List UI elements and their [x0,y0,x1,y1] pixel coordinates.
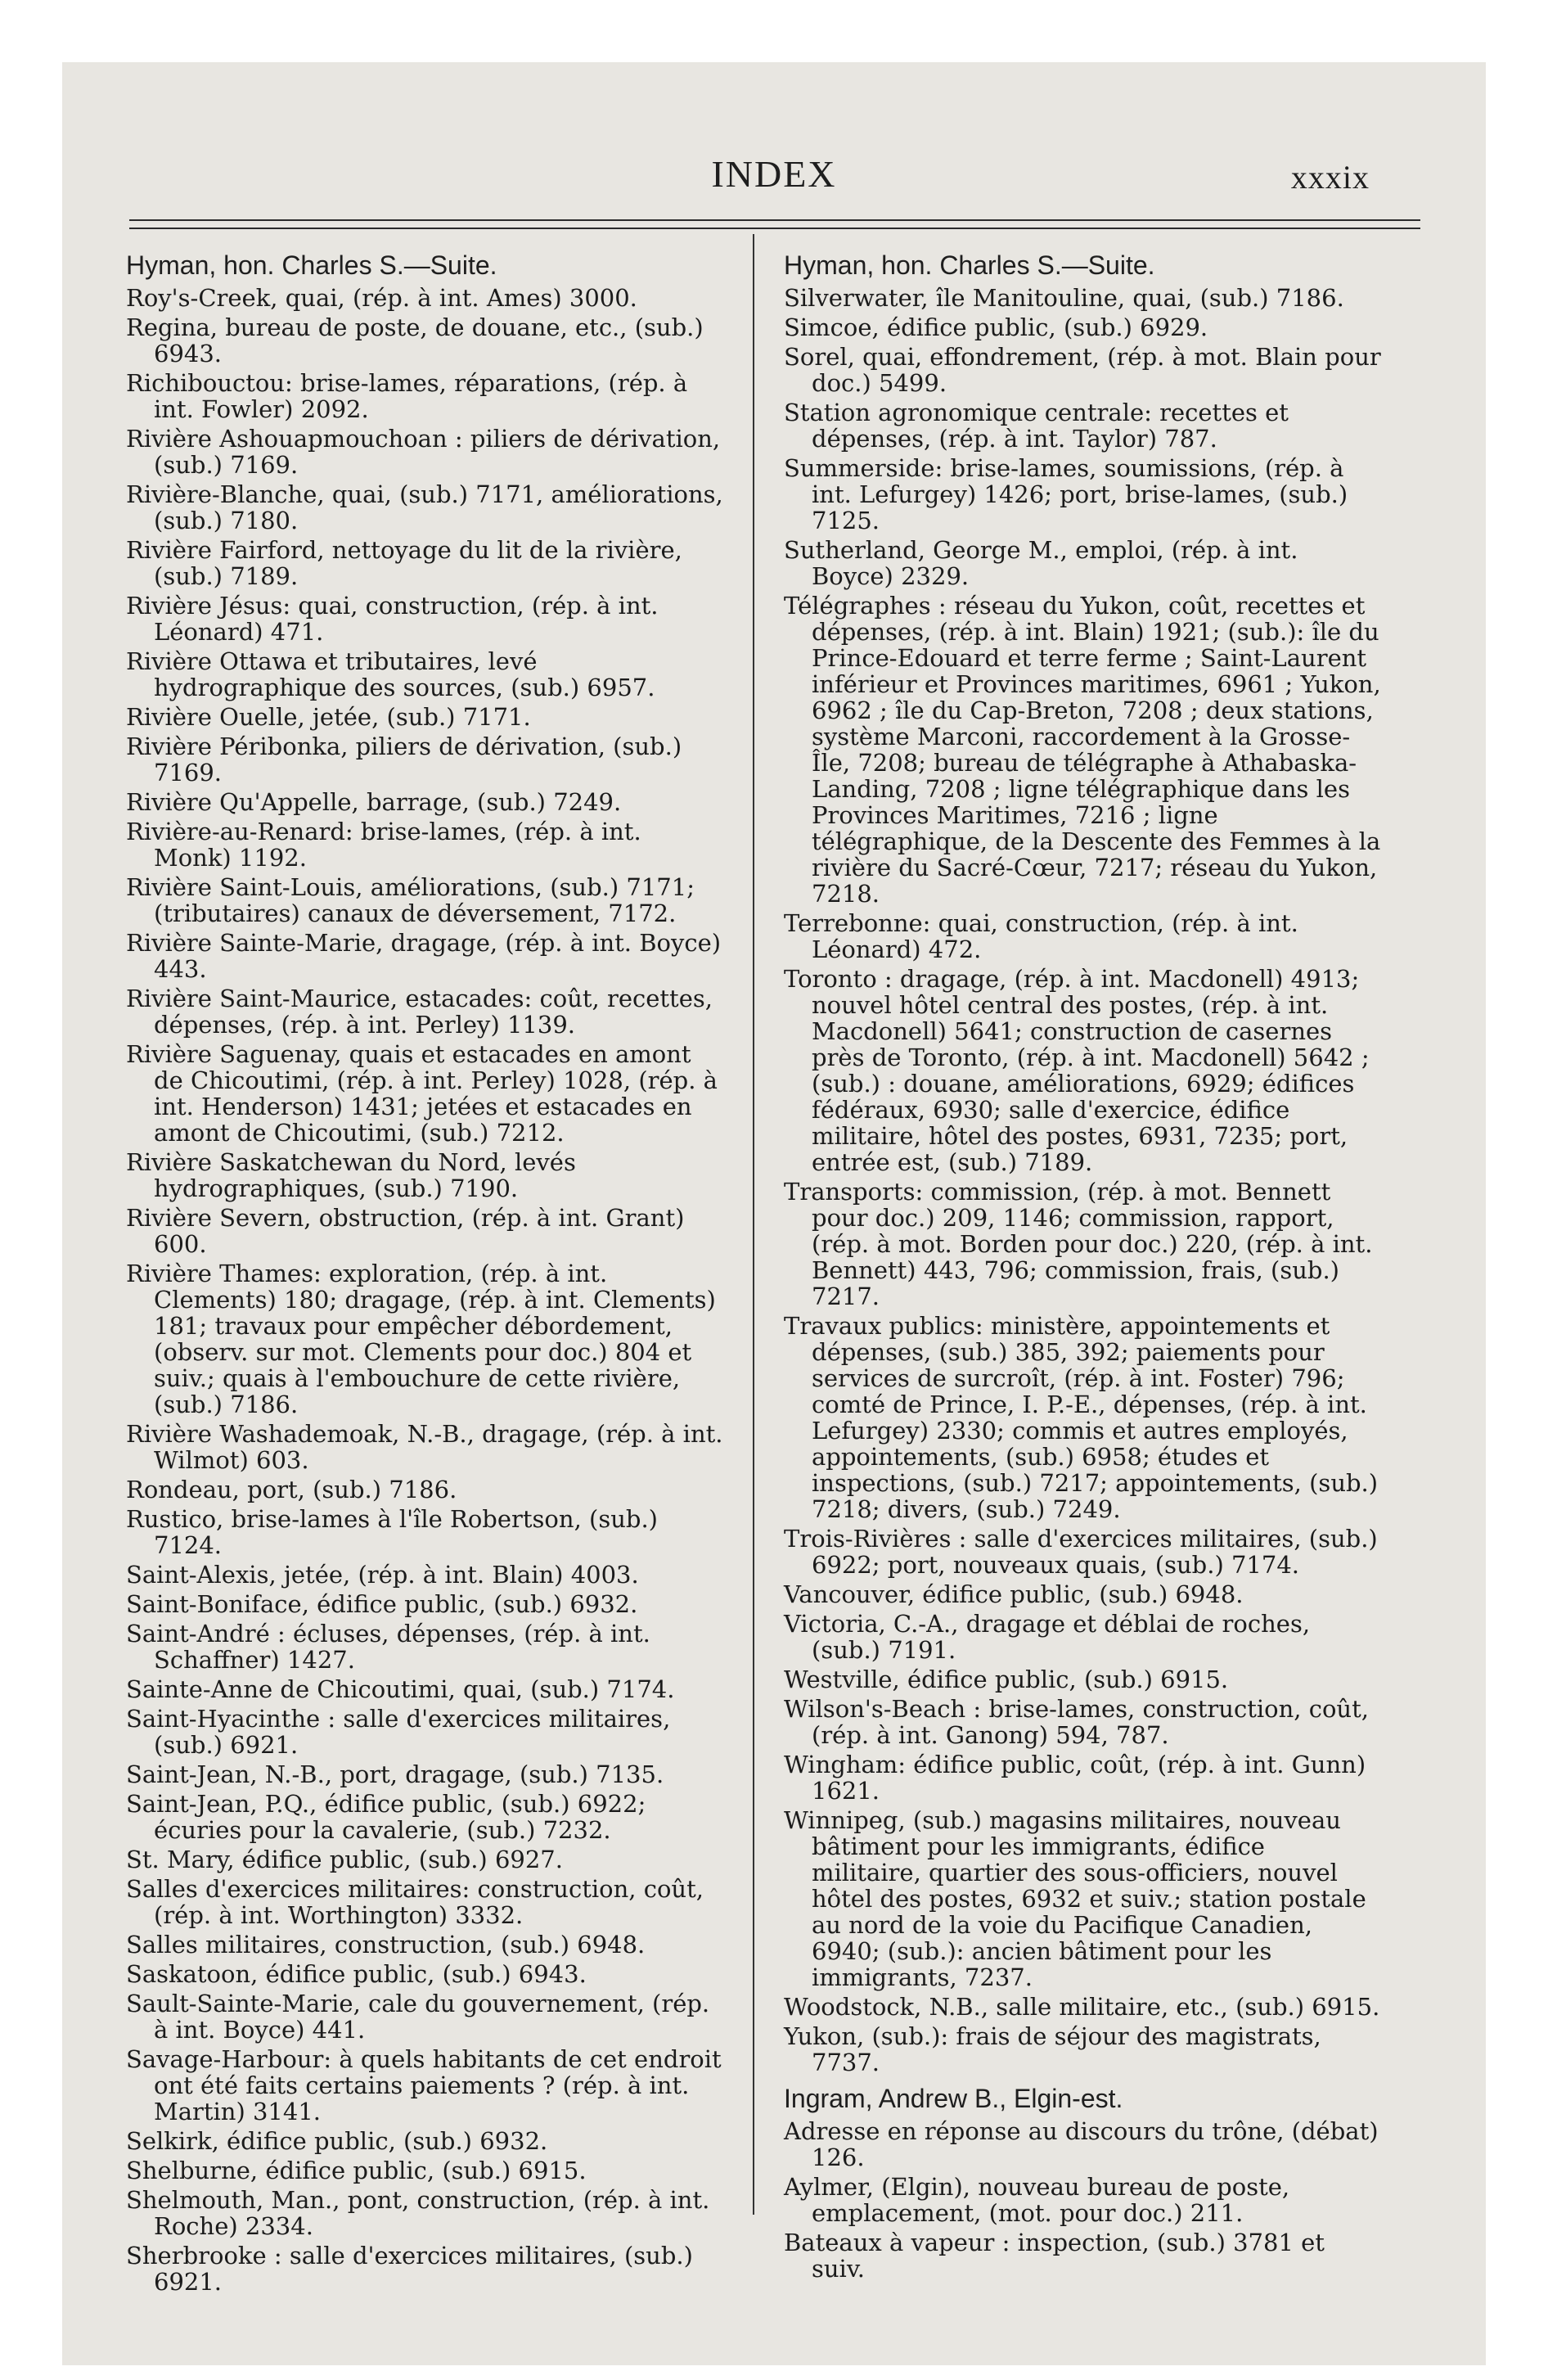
index-entry: Rustico, brise-lames à l'île Robertson, (sub.) 7124. [126,1505,658,1559]
right-column [784,250,1381,2285]
index-entry: Travaux publics: ministère, appointements et dépenses, (sub.) 385, 392; paiements pour services de surcroît, (rép. à int. Foster) 796; comté de Prince, I. P.-E., dépenses, (rép. à int. Lefurgey) 2330; commis et autres employés, appointements, (sub.) 6958; études et inspections, (sub.) 7217; appointements, (sub.) 7218; divers, (sub.) 7249. [784,1312,1379,1523]
index-entry: Salles d'exercices militaires: construction, coût, (rép. à int. Worthington) 3332. [126,1875,704,1929]
index-entry: Summerside: brise-lames, soumissions, (rép. à int. Lefurgey) 1426; port, brise-lames, (sub.) 7125. [784,454,1348,534]
index-entry: Richibouctou: brise-lames, réparations, (rép. à int. Fowler) 2092. [126,369,688,423]
index-entry: Vancouver, édifice public, (sub.) 6948. [784,1580,1244,1608]
index-entry: Rondeau, port, (sub.) 7186. [126,1476,457,1503]
index-entry: Télégraphes : réseau du Yukon, coût, recettes et dépenses, (rép. à int. Blain) 1921; (sub.): île du Prince-Edouard et terre ferme ; Saint-Laurent inférieur et Provinces maritimes, 6961 ; Yukon, 6962 ; île du Cap-Breton, 7208 ; deux stations, système Marconi, raccordement à la Grosse-Île, 7208; bureau de télégraphe à Athabaska-Landing, 7208 ; ligne télégraphique dans les Provinces Maritimes, 7216 ; ligne télégraphique, de la Descente des Femmes à la rivière du Sacré-Cœur, 7217; réseau du Yukon, 7218. [784,592,1381,908]
header-rule [129,219,1420,229]
index-entry: Station agronomique centrale: recettes et dépenses, (rép. à int. Taylor) 787. [784,399,1289,453]
right-column-heading: Hyman, hon. Charles S.—Suite. [784,250,1155,280]
index-entry: Rivière Thames: exploration, (rép. à int. Clements) 180; dragage, (rép. à int. Clements) 181; travaux pour empêcher débordement, (observ. sur mot. Clements pour doc.) 804 et suiv.; quais à l'embouchure de cette rivière, (sub.) 7186. [126,1260,716,1418]
index-page [62,62,1486,2365]
index-entry: Woodstock, N.B., salle militaire, etc., (sub.) 6915. [784,1993,1380,2021]
index-entry: Rivière-au-Renard: brise-lames, (rép. à int. Monk) 1192. [126,818,641,872]
page-title: INDEX [711,153,837,195]
left-column-heading: Hyman, hon. Charles S.—Suite. [126,250,497,280]
index-entry: Simcoe, édifice public, (sub.) 6929. [784,313,1208,341]
index-entry: Regina, bureau de poste, de douane, etc., (sub.) 6943. [126,313,704,367]
index-entry: Saskatoon, édifice public, (sub.) 6943. [126,1960,587,1988]
left-entry-list [126,285,723,2295]
index-entry: Sorel, quai, effondrement, (rép. à mot. Blain pour doc.) 5499. [784,343,1381,397]
index-entry: Saint-Alexis, jetée, (rép. à int. Blain) 4003. [126,1561,639,1589]
index-entry: Savage-Harbour: à quels habitants de cet endroit ont été faits certains paiements ? (rép. à int. Martin) 3141. [126,2045,722,2125]
ingram-entry-list [784,2118,1381,2282]
index-entry: Rivière Jésus: quai, construction, (rép. à int. Léonard) 471. [126,592,659,646]
index-entry: Rivière Saint-Louis, améliorations, (sub.) 7171; (tributaires) canaux de déversement, 7172. [126,873,695,927]
index-entry: Rivière Ottawa et tributaires, levé hydrographique des sources, (sub.) 6957. [126,647,655,701]
index-entry: Rivière Qu'Appelle, barrage, (sub.) 7249. [126,788,622,816]
index-entry: Salles militaires, construction, (sub.) 6948. [126,1931,646,1959]
index-entry: Sherbrooke : salle d'exercices militaires, (sub.) 6921. [126,2242,693,2296]
left-column [126,250,723,2298]
index-entry: Sutherland, George M., emploi, (rép. à int. Boyce) 2329. [784,536,1298,590]
index-entry: Rivière Saguenay, quais et estacades en amont de Chicoutimi, (rép. à int. Perley) 1028, (rép. à int. Henderson) 1431; jetées et estacades en amont de Chicoutimi, (sub.) 7212. [126,1040,718,1147]
index-entry: Terrebonne: quai, construction, (rép. à int. Léonard) 472. [784,909,1298,963]
index-entry: Transports: commission, (rép. à mot. Bennett pour doc.) 209, 1146; commission, rapport, (rép. à mot. Borden pour doc.) 220, (rép. à int. Bennett) 443, 796; commission, frais, (sub.) 7217. [784,1178,1373,1310]
index-entry: Bateaux à vapeur : inspection, (sub.) 3781 et suiv. [784,2229,1325,2283]
index-entry: Saint-Hyacinthe : salle d'exercices militaires, (sub.) 6921. [126,1705,671,1759]
index-entry: Roy's-Creek, quai, (rép. à int. Ames) 3000. [126,284,637,312]
index-entry: Rivière Saint-Maurice, estacades: coût, recettes, dépenses, (rép. à int. Perley) 1139. [126,985,713,1039]
index-entry: Trois-Rivières : salle d'exercices militaires, (sub.) 6922; port, nouveaux quais, (sub.) 7174. [784,1525,1378,1579]
index-entry: Rivière Ashouapmouchoan : piliers de dérivation, (sub.) 7169. [126,425,721,479]
index-entry: Rivière-Blanche, quai, (sub.) 7171, améliorations, (sub.) 7180. [126,480,723,534]
right-entry-list [784,285,1381,2076]
index-entry: Winnipeg, (sub.) magasins militaires, nouveau bâtiment pour les immigrants, édifice militaire, quartier des sous-officiers, nouvel hôtel des postes, 6932 et suiv.; station postale au nord de la voie du Pacifique Canadien, 6940; (sub.): ancien bâtiment pour les immigrants, 7237. [784,1806,1366,1991]
ingram-heading: Ingram, Andrew B., Elgin-est. [784,2084,1123,2113]
index-entry: Aylmer, (Elgin), nouveau bureau de poste, emplacement, (mot. pour doc.) 211. [784,2173,1290,2227]
index-entry: Toronto : dragage, (rép. à int. Macdonell) 4913; nouvel hôtel central des postes, (rép. à int. Macdonell) 5641; construction de casernes près de Toronto, (rép. à int. Macdonell) 5642 ; (sub.) : douane, améliorations, 6929; édifices fédéraux, 6930; salle d'exercice, édifice militaire, hôtel des postes, 6931, 7235; port, entrée est, (sub.) 7189. [784,965,1370,1176]
index-entry: Shelburne, édifice public, (sub.) 6915. [126,2157,587,2184]
index-entry: Saint-Boniface, édifice public, (sub.) 6932. [126,1590,638,1618]
index-entry: Adresse en réponse au discours du trône, (débat) 126. [784,2117,1379,2171]
index-entry: Shelmouth, Man., pont, construction, (rép. à int. Roche) 2334. [126,2186,710,2240]
index-entry: Rivière Péribonka, piliers de dérivation, (sub.) 7169. [126,732,682,787]
index-entry: Silverwater, île Manitouline, quai, (sub.) 7186. [784,284,1344,312]
index-entry: Rivière Sainte-Marie, dragage, (rép. à int. Boyce) 443. [126,929,722,983]
index-entry: Saint-Jean, P.Q., édifice public, (sub.) 6922; écuries pour la cavalerie, (sub.) 7232. [126,1790,646,1844]
index-entry: Yukon, (sub.): frais de séjour des magistrats, 7737. [784,2022,1321,2076]
index-entry: Rivière Severn, obstruction, (rép. à int. Grant) 600. [126,1204,685,1258]
index-entry: Wingham: édifice public, coût, (rép. à int. Gunn) 1621. [784,1751,1366,1805]
index-entry: St. Mary, édifice public, (sub.) 6927. [126,1846,563,1873]
index-entry: Wilson's-Beach : brise-lames, construction, coût, (rép. à int. Ganong) 594, 787. [784,1695,1369,1749]
index-entry: Rivière Fairford, nettoyage du lit de la rivière, (sub.) 7189. [126,536,682,590]
column-divider [753,234,754,2215]
index-entry: Victoria, C.-A., dragage et déblai de roches, (sub.) 7191. [784,1610,1311,1664]
index-entry: Rivière Washademoak, N.-B., dragage, (rép. à int. Wilmot) 603. [126,1420,723,1474]
index-entry: Saint-André : écluses, dépenses, (rép. à int. Schaffner) 1427. [126,1620,650,1674]
index-entry: Rivière Ouelle, jetée, (sub.) 7171. [126,703,531,731]
index-entry: Saint-Jean, N.-B., port, dragage, (sub.) 7135. [126,1760,664,1788]
index-entry: Sault-Sainte-Marie, cale du gouvernement, (rép. à int. Boyce) 441. [126,1990,710,2044]
index-entry: Sainte-Anne de Chicoutimi, quai, (sub.) 7174. [126,1675,675,1703]
page-number: xxxix [1290,159,1370,196]
index-entry: Rivière Saskatchewan du Nord, levés hydrographiques, (sub.) 7190. [126,1148,576,1202]
index-entry: Westville, édifice public, (sub.) 6915. [784,1666,1229,1693]
index-entry: Selkirk, édifice public, (sub.) 6932. [126,2127,548,2155]
